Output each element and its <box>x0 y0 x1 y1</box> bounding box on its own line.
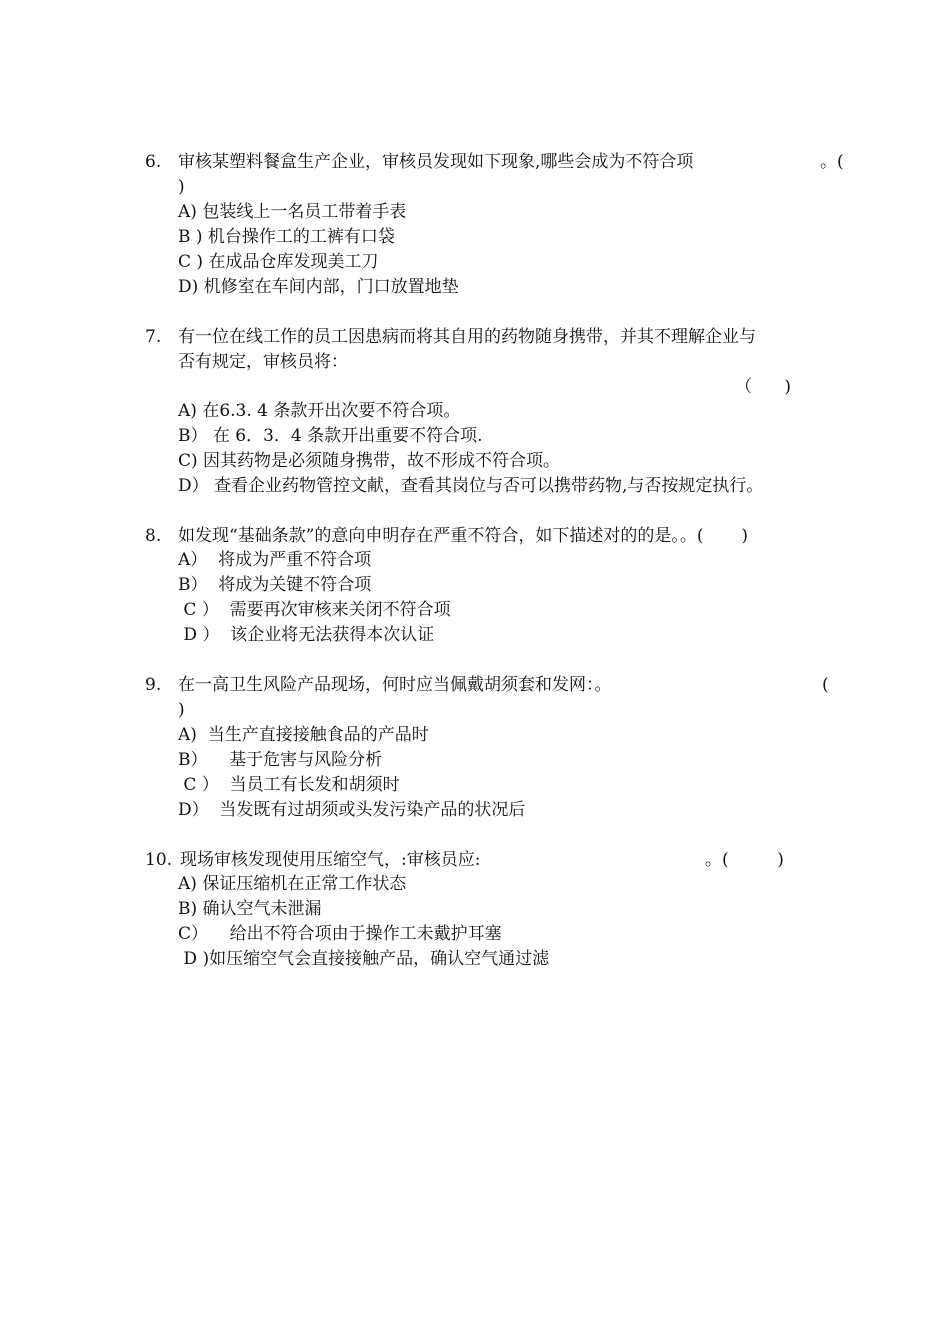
option-d: D） 当发既有过胡须或头发污染产品的状况后 <box>178 800 526 820</box>
option-a: A) 包装线上一名员工带着手表 <box>178 202 407 222</box>
answer-paren: 。( ) <box>705 850 784 870</box>
option-b: B） 基于危害与风险分析 <box>178 750 383 770</box>
option-d: D ） 该企业将无法获得本次认证 <box>178 625 435 645</box>
question-stem-line-1: 有一位在线工作的员工因患病而将其自用的药物随身携带，并其不理解企业与 <box>178 327 756 347</box>
question-number: 10. <box>145 850 173 870</box>
option-c: C) 因其药物是必须随身携带，故不形成不符合项。 <box>178 451 561 471</box>
answer-paren: （ ) <box>735 377 792 397</box>
answer-paren-open: 。( <box>820 152 844 172</box>
option-d: D） 查看企业药物管控文献，查看其岗位与否可以携带药物,与否按规定执行。 <box>178 476 764 496</box>
option-b: B) 确认空气未泄漏 <box>178 899 322 919</box>
option-b: B） 将成为关键不符合项 <box>178 575 372 595</box>
option-a: A） 将成为严重不符合项 <box>178 550 372 570</box>
option-b: B ) 机台操作工的工裤有口袋 <box>178 227 395 247</box>
answer-paren-open: ( <box>822 675 829 695</box>
question-number: 9. <box>145 675 162 695</box>
question-stem: 在一高卫生风险产品现场，何时应当佩戴胡须套和发网：。 <box>178 675 612 695</box>
question-stem: 如发现“基础条款”的意向申明存在严重不符合，如下描述对的的是。。( ) <box>178 526 748 546</box>
option-d: D) 机修室在车间内部，门口放置地垫 <box>178 277 459 297</box>
option-c: C） 给出不符合项由于操作工未戴护耳塞 <box>178 924 502 944</box>
option-a: A) 在6.3. 4 条款开出次要不符合项。 <box>178 401 461 421</box>
question-number: 6. <box>145 152 162 172</box>
option-a: A) 保证压缩机在正常工作状态 <box>178 874 407 894</box>
option-d: D )如压缩空气会直接接触产品，确认空气通过滤 <box>178 949 550 969</box>
option-a: A) 当生产直接接触食品的产品时 <box>178 725 429 745</box>
question-stem-line-2: 否有规定，审核员将： <box>178 352 348 372</box>
question-number: 8. <box>145 526 162 546</box>
option-c: C ) 在成品仓库发现美工刀 <box>178 252 379 272</box>
option-c: C ） 需要再次审核来关闭不符合项 <box>178 600 451 620</box>
option-b: B） 在 6．3．4 条款开出重要不符合项. <box>178 426 483 446</box>
answer-paren-close: ) <box>178 177 185 197</box>
option-c: C ） 当员工有长发和胡须时 <box>178 775 400 795</box>
question-number: 7. <box>145 327 162 347</box>
answer-paren-close: ) <box>178 700 185 720</box>
question-stem: 审核某塑料餐盒生产企业，审核员发现如下现象,哪些会成为不符合项 <box>178 152 694 172</box>
question-stem: 现场审核发现使用压缩空气，:审核员应: <box>180 850 481 870</box>
